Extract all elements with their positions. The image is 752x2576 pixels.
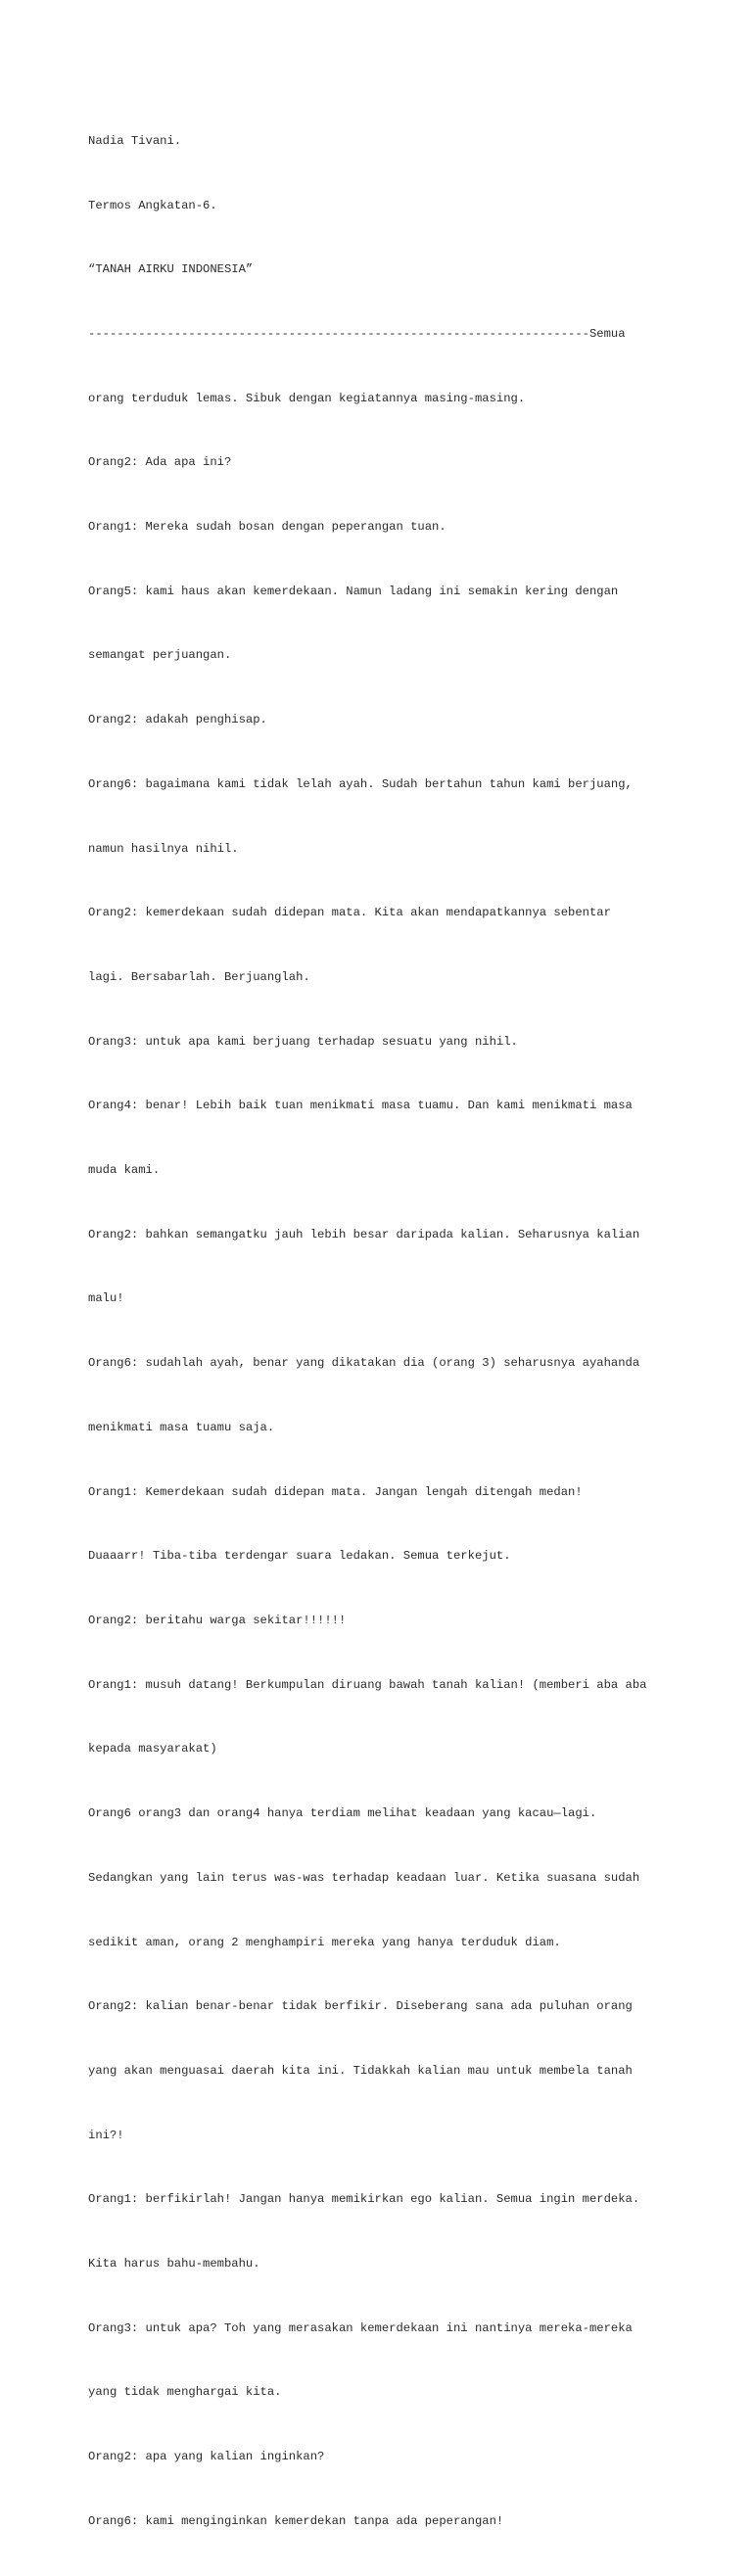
text-line: orang terduduk lemas. Sibuk dengan kegiatannya masing-masing.: [88, 391, 526, 405]
dialogue-line: Orang2: beritahu warga sekitar!!!!!!: [88, 1613, 347, 1627]
dialogue-line: malu!: [88, 1291, 124, 1306]
dialogue-line: Orang1: Kemerdekaan sudah didepan mata. Jangan lengah ditengah medan!: [88, 1484, 583, 1499]
narration-line: Sedangkan yang lain terus was-was terhadap keadaan luar. Ketika suasana sudah: [88, 1870, 640, 1885]
dialogue-line: muda kami.: [88, 1163, 161, 1178]
dialogue-line: Orang1: Mereka sudah bosan dengan peperangan tuan.: [88, 520, 446, 535]
dialogue-line: Kita harus bahu-membahu.: [88, 2257, 260, 2272]
dialogue-line: ini?!: [88, 2128, 124, 2142]
dialogue-line: Orang2: bahkan semangatku jauh lebih besar daripada kalian. Seharusnya kalian: [88, 1227, 640, 1241]
dialogue-line: Orang6: kami menginginkan kemerdekan tanpa ada peperangan!: [88, 2513, 504, 2528]
author-line: Nadia Tivani.: [88, 133, 182, 148]
dialogue-line: Orang1: musuh datang! Berkumpulan diruang bawah tanah kalian! (memberi aba aba: [88, 1677, 647, 1692]
document-title: “TANAH AIRKU INDONESIA”: [88, 262, 254, 277]
dialogue-line: Orang6: bagaimana kami tidak lelah ayah. Sudah bertahun tahun kami berjuang,: [88, 776, 633, 791]
dialogue-line: Orang2: adakah penghisap.: [88, 713, 267, 727]
dialogue-line: Orang5: kami haus akan kemerdekaan. Namun ladang ini semakin kering dengan: [88, 584, 619, 598]
dialogue-line: Orang2: kalian benar-benar tidak berfikir. Diseberang sana ada puluhan orang: [88, 1999, 633, 2014]
separator-line: ----------------------------------------------------------------------Semua: [88, 326, 626, 341]
dialogue-line: Orang2: apa yang kalian inginkan?: [88, 2450, 325, 2464]
dialogue-line: namun hasilnya nihil.: [88, 841, 239, 856]
narration-line: sedikit aman, orang 2 menghampiri mereka yang hanya terduduk diam.: [88, 1935, 561, 1949]
dialogue-line: kepada masyarakat): [88, 1742, 217, 1756]
document-body: [88, 88, 676, 2576]
narration-line: Orang6 orang3 dan orang4 hanya terdiam melihat keadaan yang kacau—lagi.: [88, 1806, 597, 1821]
dialogue-line: Orang3: untuk apa kami berjuang terhadap sesuatu yang nihil.: [88, 1034, 518, 1049]
narration-line: Duaaarr! Tiba-tiba terdengar suara ledakan. Semua terkejut.: [88, 1549, 511, 1564]
dialogue-line: lagi. Bersabarlah. Berjuanglah.: [88, 969, 310, 984]
dialogue-line: Orang1: berfikirlah! Jangan hanya memikirkan ego kalian. Semua ingin merdeka.: [88, 2192, 640, 2207]
dialogue-line: Orang4: benar! Lebih baik tuan menikmati masa tuamu. Dan kami menikmati masa: [88, 1099, 633, 1113]
dialogue-line: Orang2: kemerdekaan sudah didepan mata. Kita akan mendapatkannya sebentar: [88, 906, 611, 920]
dialogue-line: yang tidak menghargai kita.: [88, 2385, 282, 2400]
cohort-line: Termos Angkatan-6.: [88, 198, 217, 212]
dialogue-line: menikmati masa tuamu saja.: [88, 1420, 275, 1434]
dialogue-line: Orang2: Ada apa ini?: [88, 455, 232, 470]
dialogue-line: Orang6: sudahlah ayah, benar yang dikatakan dia (orang 3) seharusnya ayahanda: [88, 1356, 640, 1371]
dialogue-line: Orang3: untuk apa? Toh yang merasakan kemerdekaan ini nantinya mereka-mereka: [88, 2320, 633, 2335]
dialogue-line: yang akan menguasai daerah kita ini. Tidakkah kalian mau untuk membela tanah: [88, 2063, 633, 2078]
dialogue-line: semangat perjuangan.: [88, 648, 232, 663]
